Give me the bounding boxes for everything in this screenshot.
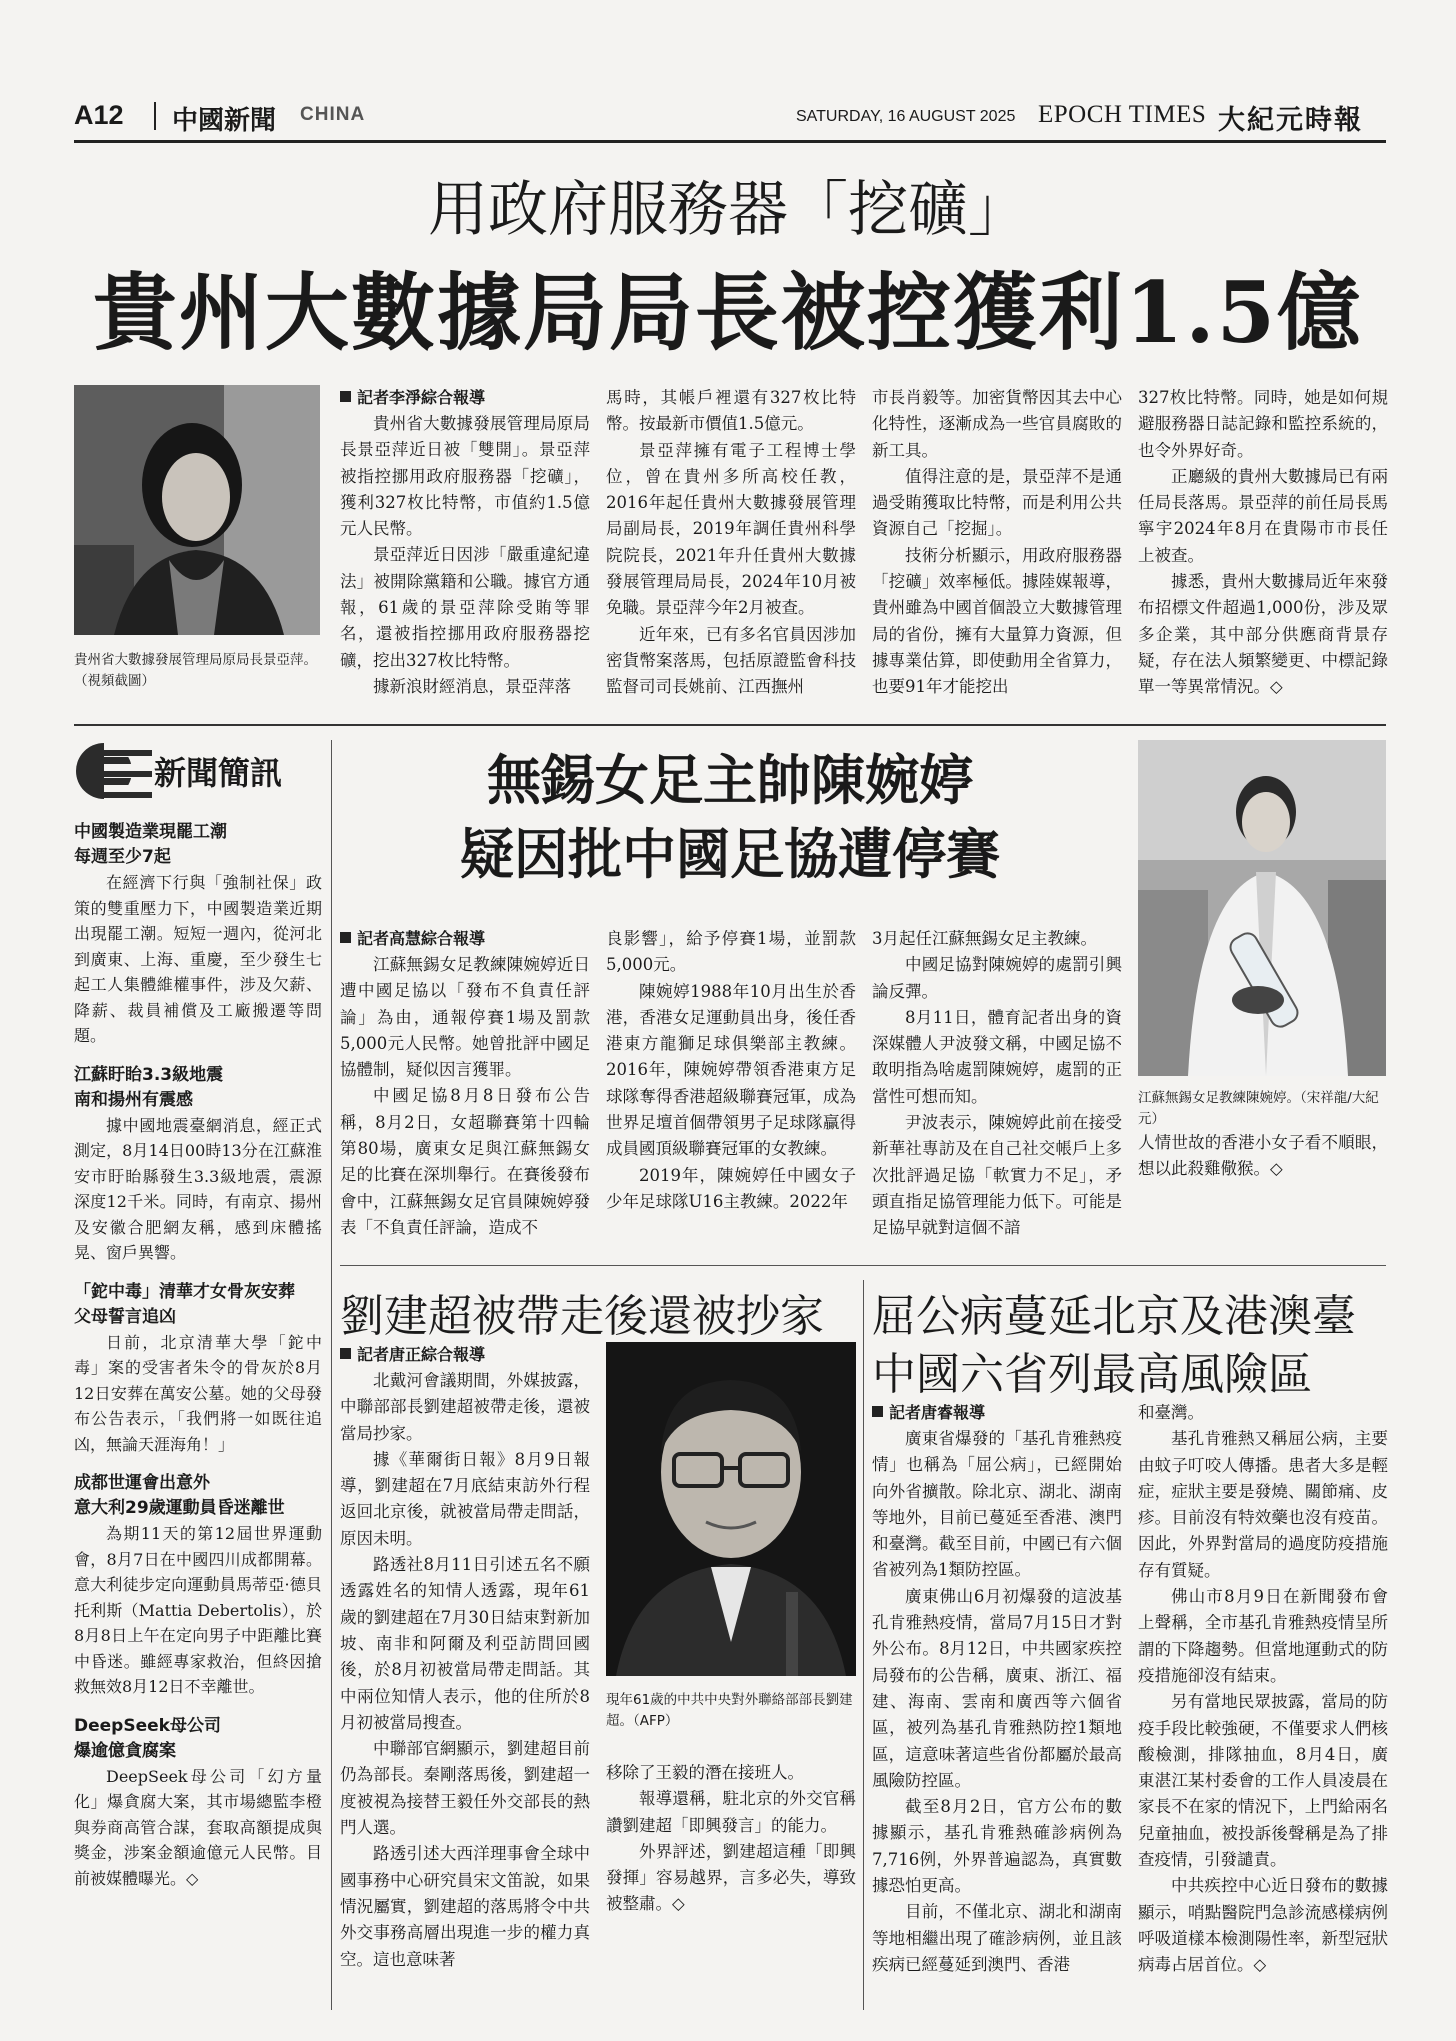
briefs-header [74,740,324,802]
brief-text: 據中國地震臺網消息，經正式測定，8月14日00時13分在江蘇淮安市盱眙縣發生3.3級地震，震源深度12千米。同時，有南京、揚州及安徽合肥網友稱，感到床體搖晃、窗戶異響。 [74,1115,322,1262]
liu-paragraph: 外界評述，劉建超這種「即興發揮」容易越界，言多必失，導致被整肅。◇ [606,1841,856,1914]
brief-text: 日前，北京清華大學「鉈中毒」案的受害者朱令的骨灰於8月12日安葬在萬安公墓。她的父母發布公告表示，「我們將一如既往追凶，無論天涯海角！」 [74,1332,322,1454]
football-subheadline: 疑因批中國足協遭停賽 [460,823,1000,886]
brief-headline: 「鉈中毒」清華才女骨灰安葬 [74,1281,295,1302]
chik-subheadline: 中國六省列最高風險區 [872,1349,1312,1400]
football-paragraph: 中國足協8月8日發布公告稱，8月2日，女超聯賽第十四輪第80場，廣東女足與江蘇無錫女足的比賽在深圳舉行。在賽後發布會中，江蘇無錫女足官員陳婉婷發表「不負責任評論，造成不 [340,1086,590,1237]
football-paragraph: 江蘇無錫女足教練陳婉婷近日遭中國足協以「發布不負責任評論」為由，通報停賽1場及罰款5,000元人民幣。她曾批評中國足協體制，疑似因言獲罪。 [340,955,590,1080]
lead-photo [74,385,320,635]
lead-byline: 記者李淨綜合報導 [340,385,590,411]
football-photo [1138,740,1386,1076]
chik-paragraph: 廣東省爆發的「基孔肯雅熱疫情」也稱為「屈公病」，已經開始向外省擴散。除北京、湖北、湖南等地外，目前已蔓延至香港、澳門和臺灣。截至目前，中國已有六個省被列為1類防控區。 [872,1429,1122,1580]
chik-paragraph: 和臺灣。 [1138,1403,1204,1422]
brief-item [74,1280,322,1458]
column-rule [331,740,332,2010]
liu-column-1 [340,1342,590,1973]
liu-column-2 [606,1760,856,1918]
liu-paragraph: 報導還稱，駐北京的外交官稱讚劉建超「即興發言」的能力。 [606,1789,856,1835]
liu-photo-caption: 現年61歲的中共中央對外聯絡部部長劉建超。（AFP） [606,1692,853,1729]
liu-paragraph: 路透引述大西洋理事會全球中國事務中心研究員宋文笛說，如果情況屬實，劉建超的落馬將令中共外交事務高層出現進一步的權力真空。這也意味著 [340,1844,590,1969]
chik-paragraph: 基孔肯雅熱又稱屈公病，主要由蚊子叮咬人傳播。患者大多是輕症，症狀主要是發燒、關節痛、皮疹。目前沒有特效藥也沒有疫苗。因此，外界對當局的過度防疫措施存有質疑。 [1138,1429,1388,1580]
brief-item [74,1063,322,1266]
football-headline: 無錫女足主帥陳婉婷 [487,749,973,812]
lead-paragraph: 據悉，貴州大數據局近年來發布招標文件超過1,000份，涉及眾多企業，其中部分供應商背景存疑，存在法人頻繁變更、中標記錄單一等異常情況。◇ [1138,572,1388,697]
chik-paragraph: 目前，不僅北京、湖北和湖南等地相繼出現了確診病例，並且該疾病已經蔓延到澳門、香港 [872,1902,1122,1974]
football-paragraph: 陳婉婷1988年10月出生於香港，香港女足運動員出身，後任香港東方龍獅足球俱樂部主教練。2016年，陳婉婷帶領香港東方足球隊奪得香港超級聯賽冠軍，成為世界足壇首個帶領男子足球隊贏得成員國頂級聯賽冠軍的女教練。 [606,981,856,1159]
football-paragraph: 良影響」，給予停賽1場，並罰款5,000元。 [606,929,856,975]
chik-paragraph: 廣東佛山6月初爆發的這波基孔肯雅熱疫情，當局7月15日才對外公布。8月12日，中共國家疾控局發布的公告稱，廣東、浙江、福建、海南、雲南和廣西等六個省區，被列為基孔肯雅熱防控1類地區，這意味著這些省份都屬於最高風險防控區。 [872,1586,1122,1790]
lead-kicker: 用政府服務器「挖礦」 [428,175,1028,245]
football-paragraph: 人情世故的香港小女子看不順眼，想以此殺雞儆猴。◇ [1138,1133,1388,1179]
brief-subheadline: 意大利29歲運動員昏迷離世 [74,1498,285,1518]
liu-paragraph: 路透社8月11日引述五名不願透露姓名的知情人透露，現年61歲的劉建超在7月30日結束對新加坡、南非和阿爾及利亞訪問回國後，於8月初被當局帶走問話。其中兩位知情人表示，他的住所於8月初被當局搜查。 [340,1555,590,1732]
brief-text: DeepSeek母公司「幻方量化」爆貪腐大案，其市場總監李橙與券商高管合謀，套取高額提成與獎金，涉案金額逾億元人民幣。目前被媒體曝光。◇ [74,1766,322,1888]
chik-headline: 屈公病蔓延北京及港澳臺 [872,1291,1356,1342]
football-paragraph: 3月起任江蘇無錫女足主教練。 [872,929,1097,948]
lead-paragraph: 327枚比特幣。同時，她是如何規避服務器日誌記錄和監控系統的，也令外界好奇。 [1138,388,1388,460]
liu-paragraph: 中聯部官網顯示，劉建超目前仍為部長。秦剛落馬後，劉建超一度被視為接替王毅任外交部長的熱門人選。 [340,1739,590,1838]
briefs-title: 新聞簡訊 [154,754,283,792]
chik-paragraph: 另有當地民眾披露，當局的防疫手段比較強硬，不僅要求人們核酸檢測，排隊抽血，8月4日，廣東湛江某村委會的工作人員凌晨在家長不在家的情況下，上門給兩名兒童抽血，被投訴後聲稱是為了排查疫情，引發譴責。 [1138,1692,1388,1870]
brief-text: 在經濟下行與「強制社保」政策的雙重壓力下，中國製造業近期出現罷工潮。短短一週內，從河北到廣東、上海、重慶，至少發生七起工人集體維權事件，涉及欠薪、降薪、裁員補償及工廠搬遷等問題。 [74,873,322,1045]
section-title-en: CHINA [300,104,366,125]
brief-subheadline: 南和揚州有震感 [74,1089,193,1110]
football-column-2 [606,926,856,1215]
chik-column-1 [872,1400,1122,1978]
liu-paragraph: 據《華爾街日報》8月9日報導，劉建超在7月底結束訪外行程返回北京後，就被當局帶走問話，原因未明。 [340,1449,590,1548]
lead-paragraph: 值得注意的是，景亞萍不是通過受賄獲取比特幣，而是利用公共資源自己「挖掘」。 [872,466,1122,539]
lead-paragraph: 景亞萍擁有電子工程博士學位，曾在貴州多所高校任教，2016年起任貴州大數據發展管理局副局長，2019年調任貴州科學院院長，2021年升任貴州大數據發展管理局局長，2024年10月被免職。景亞萍今年2月被查。 [606,440,856,618]
section-divider [74,724,1386,726]
liu-byline: 記者唐正綜合報導 [340,1342,590,1368]
liu-paragraph: 移除了王毅的潛在接班人。 [606,1763,804,1782]
brief-item [74,1714,322,1892]
masthead-separator [154,102,156,130]
brief-subheadline: 父母誓言追凶 [74,1306,176,1327]
masthead-rule [74,140,1386,143]
liu-photo [606,1342,856,1676]
lead-photo-caption: 貴州省大數據發展管理局原局長景亞萍。（視頻截圖） [74,652,317,689]
chik-byline: 記者唐睿報導 [872,1400,1122,1426]
chik-column-2 [1138,1400,1388,1979]
section-divider [340,1265,1386,1266]
football-column-1 [340,926,590,1241]
lead-paragraph: 據新浪財經消息，景亞萍落 [373,676,571,696]
lead-paragraph: 近年來，已有多名官員因涉加密貨幣案落馬，包括原證監會科技監督司司長姚前、江西撫州 [606,624,856,697]
football-column-3 [872,926,1122,1242]
chik-paragraph: 截至8月2日，官方公布的數據顯示，基孔肯雅熱確診病例為7,716例，外界普遍認為，真實數據恐怕更高。 [872,1797,1122,1896]
briefs-logo-icon [74,740,154,802]
lead-headline: 貴州大數據局局長被控獲利1.5億 [92,263,1364,362]
football-paragraph: 8月11日，體育記者出身的資深媒體人尹波發文稱，中國足協不敢明指為啥處罰陳婉婷，處罰的正當性可想而知。 [872,1007,1122,1106]
liu-headline: 劉建超被帶走後還被抄家 [340,1291,824,1342]
lead-column-1 [340,385,590,700]
football-column-4 [1138,1130,1388,1183]
lead-column-3 [872,385,1122,701]
football-paragraph: 尹波表示，陳婉婷此前在接受新華社專訪及在自己社交帳戶上多次批評過足協「軟實力不足」，矛頭直指足協管理能力低下。可能是足協早就對這個不諳 [872,1113,1122,1238]
page-number: A12 [74,100,124,130]
brief-subheadline: 每週至少7起 [74,847,171,867]
paper-logo-zh: 大紀元時報 [1218,105,1363,136]
briefs-column [74,820,322,1891]
lead-paragraph: 貴州省大數據發展管理局原局長景亞萍近日被「雙開」。景亞萍被指控挪用政府服務器「挖礦」，獲利327枚比特幣，市值約1.5億元人民幣。 [340,414,590,539]
brief-headline: DeepSeek母公司 [74,1715,221,1736]
chik-paragraph: 佛山市8月9日在新聞發布會上聲稱，全市基孔肯雅熱疫情呈所謂的下降趨勢。但當地運動式的防疫措施卻沒有結束。 [1138,1587,1388,1685]
lead-paragraph: 市長肖毅等。加密貨幣因其去中心化特性，逐漸成為一些官員腐敗的新工具。 [872,388,1122,460]
lead-paragraph: 景亞萍近日因涉「嚴重違紀違法」被開除黨籍和公職。據官方通報，61歲的景亞萍除受賄等罪名，還被指控挪用政府服務器挖礦，挖出327枚比特幣。 [340,545,590,670]
issue-date: SATURDAY, 16 AUGUST 2025 [796,108,1016,125]
paper-name-en: EPOCH TIMES [1038,101,1207,128]
brief-item [74,1471,322,1700]
lead-column-4 [1138,385,1388,701]
brief-headline: 成都世運會出意外 [74,1473,210,1493]
lead-paragraph: 馬時，其帳戶裡還有327枚比特幣。按最新市價值1.5億元。 [606,388,856,434]
football-paragraph: 2019年，陳婉婷任中國女子少年足球隊U16主教練。2022年 [606,1165,856,1211]
brief-text: 為期11天的第12屆世界運動會，8月7日在中國四川成都開幕。意大利徒步定向運動員馬蒂亞·德貝托利斯（Mattia Debertolis），於8月8日上午在定向男子中距離比賽中昏迷。雖經專家救治，但終因搶救無效8月12日不幸離世。 [74,1524,322,1696]
brief-subheadline: 爆逾億貪腐案 [74,1740,176,1761]
football-photo-caption: 江蘇無錫女足教練陳婉婷。（宋祥龍/大紀元） [1138,1090,1379,1127]
lead-paragraph: 正廳級的貴州大數據局已有兩任局長落馬。景亞萍的前任局長馬寧宇2024年8月在貴陽市市長任上被查。 [1138,466,1388,565]
brief-item [74,820,322,1049]
column-rule [863,1280,864,2010]
brief-headline: 中國製造業現罷工潮 [74,822,227,842]
lead-column-2 [606,385,856,701]
brief-headline: 江蘇盱眙3.3級地震 [74,1064,224,1085]
lead-paragraph: 技術分析顯示，用政府服務器「挖礦」效率極低。據陸媒報導，貴州雖為中國首個設立大數據管理局的省份，擁有大量算力資源，但據專業估算，即使動用全省算力，也要91年才能挖出 [872,545,1122,697]
chik-paragraph: 中共疾控中心近日發布的數據顯示，哨點醫院門急診流感樣病例呼吸道樣本檢測陽性率，新型冠狀病毒占居首位。◇ [1138,1876,1388,1975]
section-title: 中國新聞 [172,106,277,136]
football-byline: 記者高慧綜合報導 [340,926,590,952]
football-paragraph: 中國足協對陳婉婷的處罰引興論反彈。 [872,955,1122,1001]
liu-paragraph: 北戴河會議期間，外媒披露，中聯部部長劉建超被帶走後，還被當局抄家。 [340,1371,590,1443]
